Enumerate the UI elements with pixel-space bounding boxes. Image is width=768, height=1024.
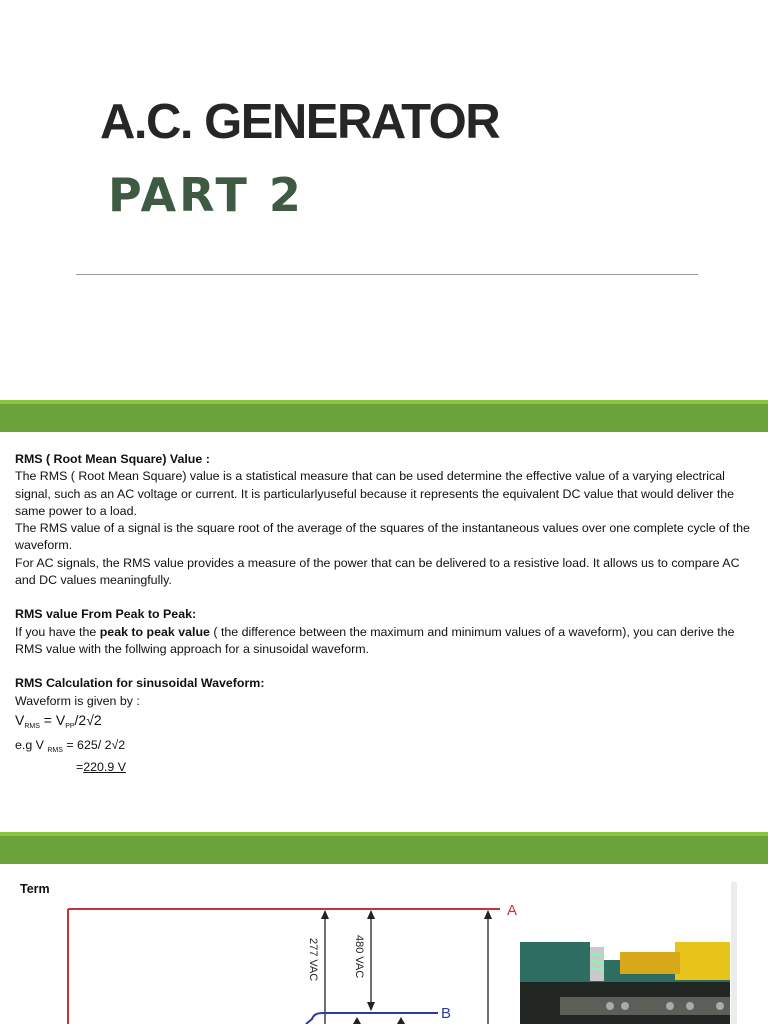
result-value: 220.9 V xyxy=(83,760,126,775)
arrow-up-277 xyxy=(321,910,329,919)
formula-eq: = V xyxy=(39,711,66,728)
peak-text-after: ( the difference between the maximum and minimum values of a waveform), you can derive the RMS value with the follwing approach for a sinusoidal waveform. xyxy=(15,624,735,656)
rms-example xyxy=(15,737,760,759)
example-sub: RMS xyxy=(47,746,63,754)
section-band-top xyxy=(0,400,768,432)
arrow-down-480 xyxy=(367,1002,375,1011)
generator-photo xyxy=(520,942,730,1024)
rms-paragraph-1: The RMS ( Root Mean Square) value is a statistical measure that can be used determine the effective value of a varying electrical signal, such as an AC voltage or current. It is particularlyuseful because it represents the equivalent DC value that would deliver the same power to a load. xyxy=(15,469,735,518)
peak-text-before: If you have the xyxy=(15,624,100,639)
result-prefix: = xyxy=(76,760,84,775)
page-subtitle: PART 2 xyxy=(108,168,304,222)
label-277: 277 VAC xyxy=(307,938,319,982)
calc-heading: RMS Calculation for sinusoidal Waveform: xyxy=(15,676,265,691)
calc-given: Waveform is given by : xyxy=(15,693,140,708)
page-title: A.C. GENERATOR xyxy=(100,95,500,149)
formula-rest: /2√2 xyxy=(74,711,102,728)
rms-content xyxy=(15,451,760,776)
section-band-bottom xyxy=(0,832,768,864)
example-prefix: e.g V xyxy=(15,737,48,752)
example-rest: = 625/ 2√2 xyxy=(62,737,126,752)
title-divider xyxy=(76,274,698,275)
formula-sub-pp: PP xyxy=(65,722,75,730)
formula-sub-rms: RMS xyxy=(24,722,40,730)
photo-edge xyxy=(731,882,737,1024)
peak-heading: RMS value From Peak to Peak: xyxy=(15,607,197,622)
peak-paragraph xyxy=(15,624,760,659)
label-480: 480 VAC xyxy=(353,935,365,979)
peak-bold-text: peak to peak value xyxy=(99,624,210,639)
voltage-diagram xyxy=(60,898,530,1024)
arrow-up-480 xyxy=(367,910,375,919)
rms-heading: RMS ( Root Mean Square) Value : xyxy=(15,452,210,466)
rms-formula xyxy=(15,710,760,737)
arrow-up-right xyxy=(484,910,492,919)
formula-v: V xyxy=(15,711,25,728)
label-b: B xyxy=(441,1005,452,1022)
term-label: Term xyxy=(20,882,50,896)
rms-result xyxy=(15,759,760,776)
rms-paragraph-3: For AC signals, the RMS value provides a measure of the power that can be delivered to a resistive load. It allows us to compare AC and DC values meaningfully. xyxy=(15,555,740,588)
rms-paragraph-2: The RMS value of a signal is the square root of the average of the squares of the instantaneous values over one complete cycle of the waveform. xyxy=(15,521,750,553)
label-a: A xyxy=(507,902,518,919)
